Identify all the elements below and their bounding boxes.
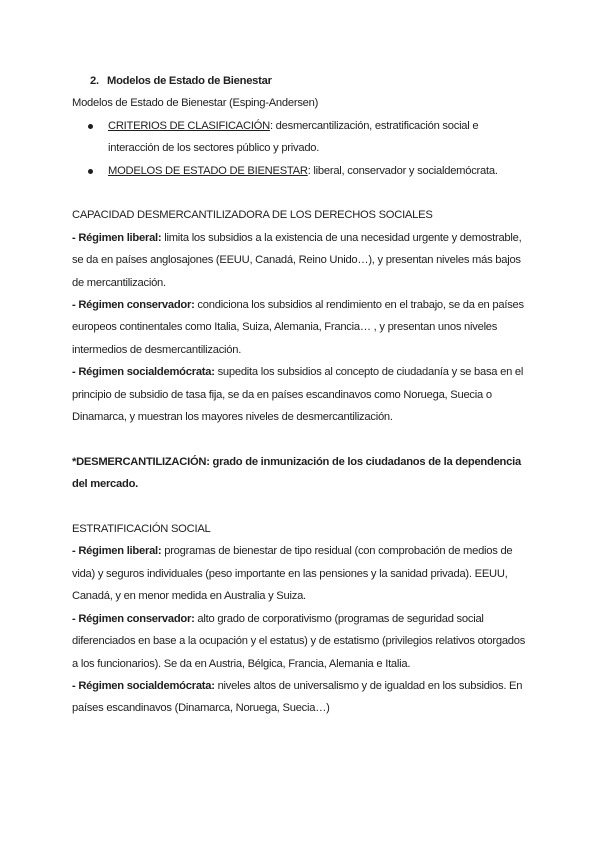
bullet-criterios-text: : desmercantilización, estratificación social e interacción de los sectores público y privado. [108, 119, 479, 155]
desmercantilizadora-heading: CAPACIDAD DESMERCANTILIZADORA DE LOS DERECHOS SOCIALES [72, 209, 433, 222]
estrat-conservador-label: - Régimen conservador: [72, 612, 195, 625]
bullet-modelos-label: MODELOS DE ESTADO DE BIENESTAR [108, 164, 308, 177]
desmerc-conservador-paragraph [72, 294, 532, 361]
estrat-conservador-text: alto grado de corporativismo (programas de seguridad social diferenciados en base a la ocupación y el estatus) y de estatismo (privilegios relativos otorgados a los funcionarios). Se da en Austria, Bélgica, Francia, Alemania e Italia. [72, 612, 526, 670]
spacer [72, 182, 532, 204]
desmerc-socialdemocrata-text: supedita los subsidios al concepto de ciudadanía y se basa en el principio de subsidio de tasa fija, se da en países escandinavos como Noruega, Suecia o Dinamarca, y muestran los mayores niveles de desmercantilización. [72, 366, 524, 424]
desmerc-socialdemocrata-paragraph [72, 361, 532, 428]
desmerc-socialdemocrata-label: - Régimen socialdemócrata: [72, 366, 215, 379]
estratificacion-heading: ESTRATIFICACIÓN SOCIAL [72, 523, 211, 536]
desmerc-liberal-text: limita los subsidios a la existencia de una necesidad urgente y demostrable, se da en países anglosajones (EEUU, Canadá, Reino Unido…), y presentan niveles más bajos de mercantilización. [72, 231, 522, 289]
section-title: Modelos de Estado de Bienestar [107, 75, 272, 87]
bullet-modelos [72, 160, 532, 182]
spacer [72, 496, 532, 518]
definition-paragraph: *DESMERCANTILIZACIÓN: grado de inmunización de los ciudadanos de la dependencia del mercado. [72, 455, 521, 491]
estrat-liberal-paragraph [72, 540, 532, 607]
estrat-liberal-text: programas de bienestar de tipo residual (con comprobación de medios de vida) y seguros individuales (peso importante en las pensiones y la sanidad privada). EEUU, Canadá, y en menor medida en Australia y Suiza. [72, 545, 513, 603]
desmerc-liberal-label: - Régimen liberal: [72, 231, 162, 244]
estrat-conservador-paragraph [72, 608, 532, 675]
estrat-socialdemocrata-paragraph [72, 675, 532, 720]
estrat-socialdemocrata-text: niveles altos de universalismo y de igualdad en los subsidios. En países escandinavos (Dinamarca, Noruega, Suecia…) [72, 679, 523, 715]
bullet-criterios-label: CRITERIOS DE CLASIFICACIÓN [108, 119, 270, 132]
bullet-modelos-text: : liberal, conservador y socialdemócrata. [307, 164, 498, 177]
desmerc-liberal-paragraph [72, 227, 532, 294]
document-page [72, 70, 532, 720]
spacer [72, 428, 532, 450]
section-subtitle: Modelos de Estado de Bienestar (Esping-Andersen) [72, 97, 319, 110]
desmerc-conservador-text: condiciona los subsidios al rendimiento en el trabajo, se da en países europeos continentales como Italia, Suiza, Alemania, Francia… , y presentan unos niveles intermedios de desmercantilización. [72, 299, 524, 356]
bullet-criterios [72, 115, 532, 160]
estrat-socialdemocrata-label: - Régimen socialdemócrata: [72, 679, 215, 692]
section-number: 2. [90, 75, 99, 87]
desmerc-conservador-label: - Régimen conservador: [72, 299, 195, 312]
estrat-liberal-label: - Régimen liberal: [72, 545, 162, 558]
section-heading [72, 70, 532, 92]
